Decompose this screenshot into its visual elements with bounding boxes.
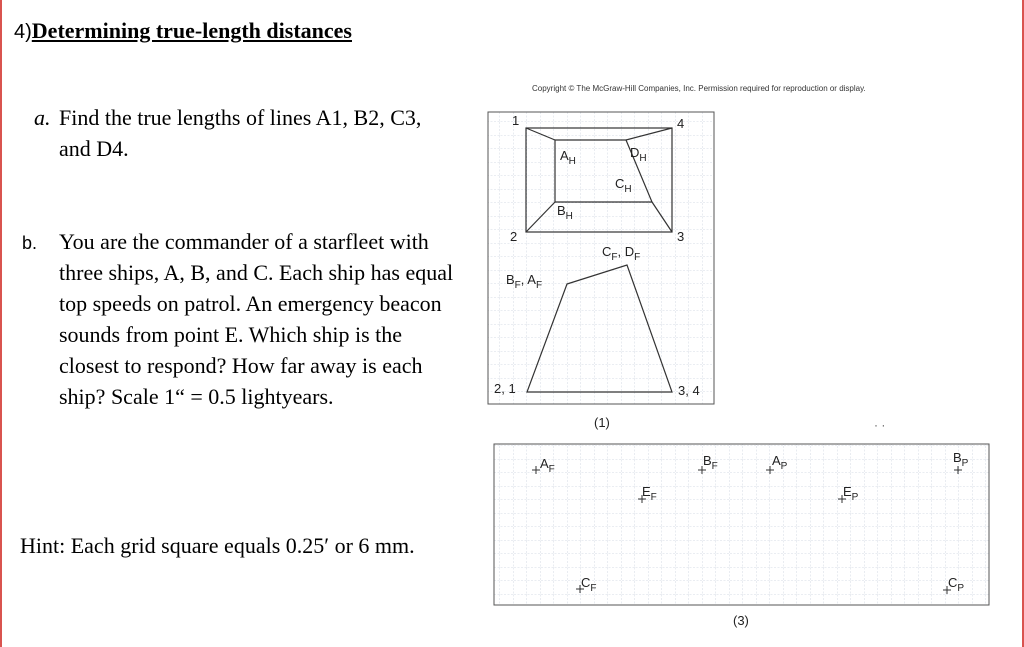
copyright-notice: Copyright © The McGraw-Hill Companies, Inc. Permission required for reproduction or display. <box>532 84 866 93</box>
label-ep: $E_P$ <box>843 484 859 503</box>
label-bf-af: $B_F$, $A_F$ <box>506 272 543 291</box>
figure-1-grid <box>488 112 714 404</box>
corner-34-label: 3, 4 <box>678 383 700 398</box>
question-a-letter: a. <box>34 105 51 130</box>
label-ah: $A_H$ <box>560 148 576 167</box>
corner-1-label: 1 <box>512 113 520 128</box>
label-bp: $B_P$ <box>953 450 969 469</box>
heading-text: Determining true-length distances <box>31 18 352 43</box>
label-af: $A_F$ <box>540 456 555 475</box>
label-cp: $C_P$ <box>948 575 965 594</box>
figure-3-grid <box>494 444 989 605</box>
corner-3-label: 3 <box>677 229 685 244</box>
label-cf: $C_F$ <box>581 575 597 594</box>
corner-4-label: 4 <box>677 116 685 131</box>
label-dh: $D_H$ <box>630 145 647 164</box>
label-cf-df: $C_F$, $D_F$ <box>602 244 641 263</box>
hint-text: Hint: Each grid square equals 0.25′ or 6 mm. <box>20 533 415 558</box>
corner-21-label: 2, 1 <box>494 381 516 396</box>
label-bh: $B_H$ <box>557 203 573 222</box>
question-b-text: You are the commander of a starfleet with three ships, A, B, and C. Each ship has equal top speeds on patrol. An emergency beacon sounds from point E. Which ship is the closest to respond? How far away is each ship? Scale 1“ = 0.5 lightyears. <box>59 229 454 409</box>
corner-2-label: 2 <box>510 229 518 244</box>
question-a-text: Find the true lengths of lines A1, B2, C3, and D4. <box>59 105 422 161</box>
label-ch: $C_H$ <box>615 176 632 195</box>
label-ap: $A_P$ <box>772 453 788 472</box>
label-ef: $E_F$ <box>642 484 657 503</box>
label-bf: $B_F$ <box>703 453 718 472</box>
figure-1-caption: (1) <box>594 415 610 430</box>
heading-number: 4) <box>14 21 32 43</box>
decorative-dots: · · <box>874 418 886 432</box>
question-b-letter: b. <box>22 233 38 253</box>
figure-3-caption: (3) <box>733 613 749 628</box>
